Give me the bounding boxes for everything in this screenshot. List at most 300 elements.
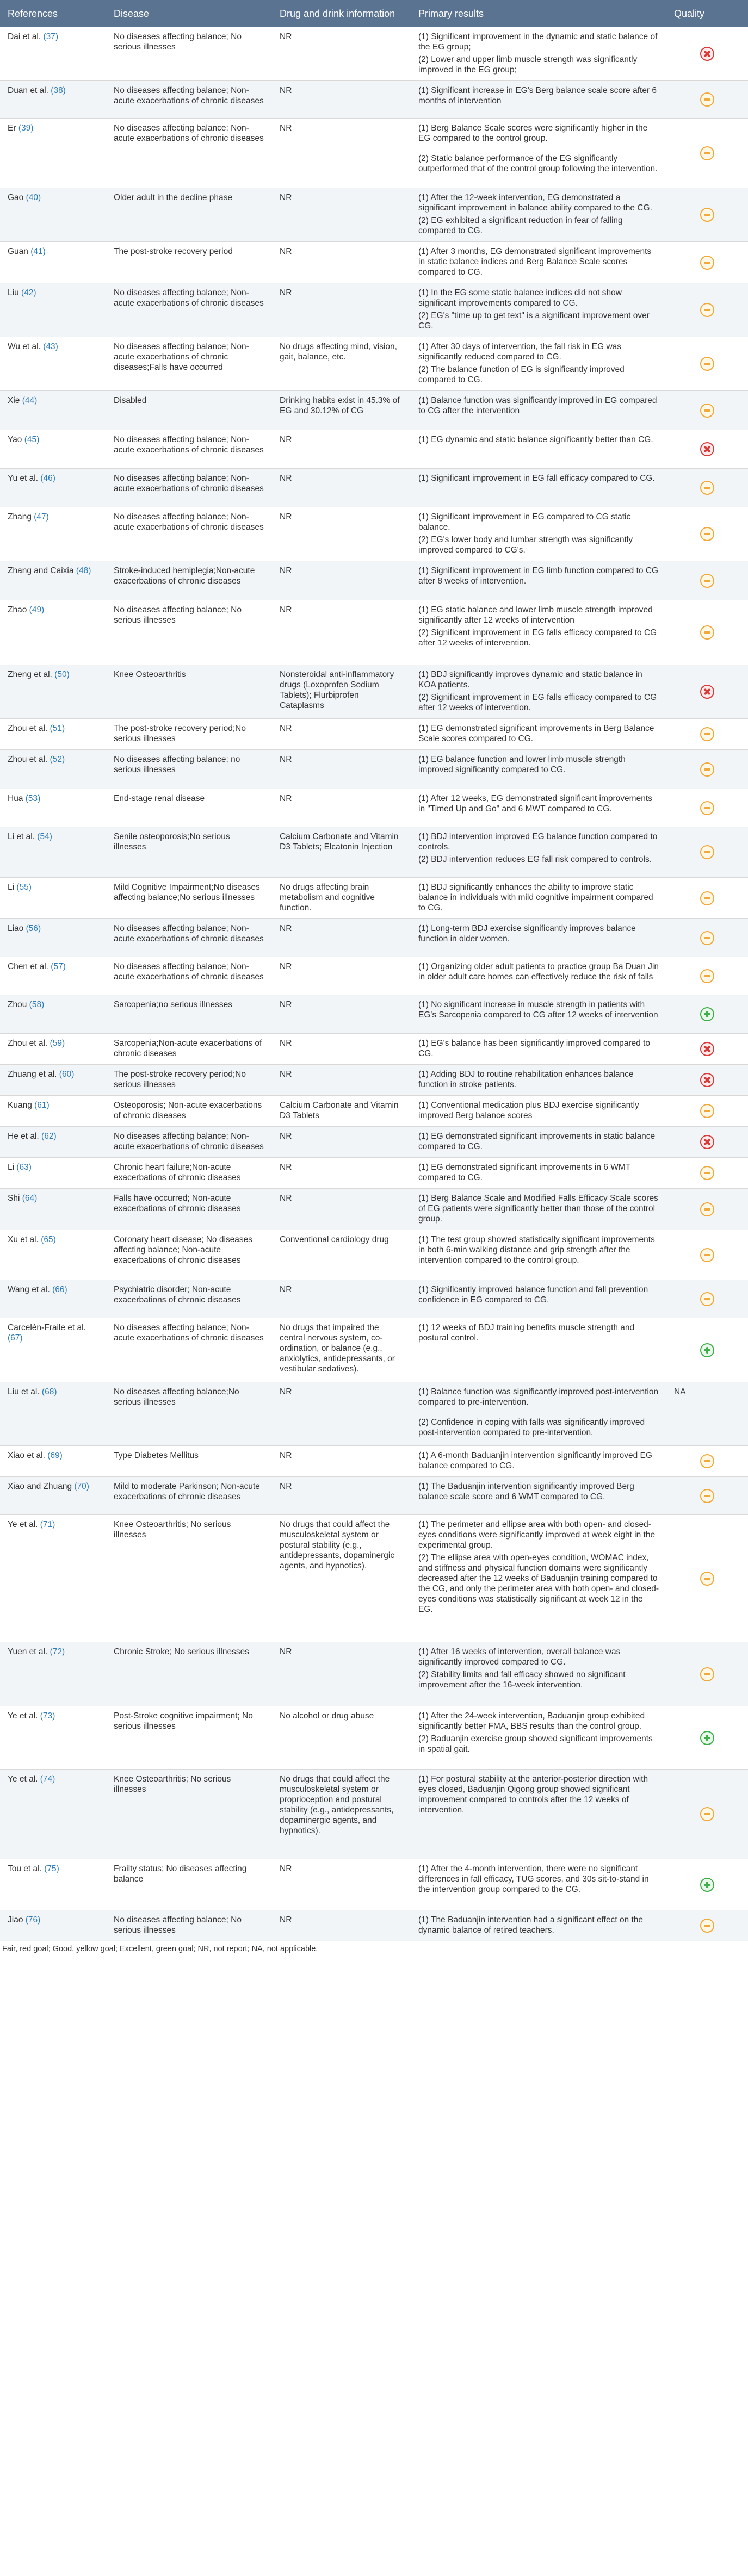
reference-cell xyxy=(0,283,106,337)
result-line: (1) BDJ significantly enhances the ability to improve static balance in individuals with mild cognitive impairment compared to CG. xyxy=(418,883,653,913)
yellow-dash-icon xyxy=(700,146,714,160)
yellow-dash-icon xyxy=(700,1489,714,1503)
disease-cell: Frailty status; No diseases affecting balance xyxy=(106,1859,272,1910)
citation-link[interactable]: (45) xyxy=(24,435,40,444)
primary-results-cell xyxy=(411,957,666,995)
result-line: (2) Baduanjin exercise group showed significant improvements in spatial gait. xyxy=(418,1734,653,1754)
reference-name: Dai et al. xyxy=(8,32,41,41)
yellow-dash-icon xyxy=(700,1104,714,1118)
disease-cell: No diseases affecting balance; Non-acute exacerbations of chronic diseases xyxy=(106,507,272,561)
primary-results-cell xyxy=(411,1706,666,1770)
reference-cell xyxy=(0,430,106,469)
disease-cell: No diseases affecting balance; No serious illnesses xyxy=(106,27,272,81)
column-header-drug-info: Drug and drink information xyxy=(272,0,411,27)
yellow-dash-icon xyxy=(700,1807,714,1821)
disease-cell: Chronic heart failure;Non-acute exacerbations of chronic diseases xyxy=(106,1158,272,1189)
primary-results-cell xyxy=(411,507,666,561)
disease-cell: Osteoporosis; Non-acute exacerbations of chronic diseases xyxy=(106,1096,272,1127)
reference-name: Ye et al. xyxy=(8,1774,38,1784)
citation-link[interactable]: (51) xyxy=(50,724,65,733)
result-line: (2) Stability limits and fall efficacy showed no significant improvement after the 16-week intervention. xyxy=(418,1670,626,1690)
red-x-icon xyxy=(700,1042,714,1056)
table-row xyxy=(0,1706,748,1770)
citation-link[interactable]: (52) xyxy=(50,755,65,764)
result-line: (1) EG demonstrated significant improvements in Berg Balance Scale scores compared to CG. xyxy=(418,724,654,743)
disease-cell: Falls have occurred; Non-acute exacerbations of chronic diseases xyxy=(106,1189,272,1230)
table-row xyxy=(0,1096,748,1127)
citation-link[interactable]: (76) xyxy=(25,1915,41,1925)
drug-info-cell: NR xyxy=(272,507,411,561)
drug-info-cell: NR xyxy=(272,1034,411,1065)
reference-name: Chen et al. xyxy=(8,962,48,971)
reference-name: Zhao xyxy=(8,605,27,614)
drug-info-cell: NR xyxy=(272,1065,411,1096)
reference-name: Guan xyxy=(8,247,28,256)
table-row xyxy=(0,430,748,469)
quality-cell xyxy=(666,119,748,188)
table-footnote: Fair, red goal; Good, yellow goal; Excellent, green goal; NR, not report; NA, not applicable. xyxy=(2,1945,318,1953)
citation-link[interactable]: (65) xyxy=(41,1235,56,1244)
reference-name: Liu xyxy=(8,288,19,297)
yellow-dash-icon xyxy=(700,762,714,777)
primary-results-cell xyxy=(411,995,666,1034)
primary-results-cell xyxy=(411,1065,666,1096)
citation-link[interactable]: (39) xyxy=(18,123,34,133)
yellow-dash-icon xyxy=(700,1454,714,1468)
yellow-dash-icon xyxy=(700,208,714,222)
result-line: (1) For postural stability at the anterior-posterior direction with eyes closed, Baduanjin Qigong group showed significant improvement compared to controls after the 12 weeks of intervention. xyxy=(418,1774,648,1815)
reference-cell xyxy=(0,750,106,789)
red-x-icon xyxy=(700,1135,714,1149)
reference-name: Liao xyxy=(8,924,24,933)
primary-results-cell xyxy=(411,27,666,81)
yellow-dash-icon xyxy=(700,1667,714,1681)
citation-link[interactable]: (69) xyxy=(47,1451,63,1460)
green-plus-icon xyxy=(700,1343,714,1357)
primary-results-cell xyxy=(411,1230,666,1280)
disease-cell: Knee Osteoarthritis; No serious illnesses xyxy=(106,1515,272,1642)
citation-link[interactable]: (57) xyxy=(51,962,66,971)
drug-info-cell: Nonsteroidal anti-inflammatory drugs (Loxoprofen Sodium Tablets); Flurbiprofen Cataplasms xyxy=(272,665,411,719)
table-row xyxy=(0,719,748,750)
reference-name: Zhang xyxy=(8,512,32,522)
result-line: (1) Balance function was significantly improved in EG compared to CG after the intervention xyxy=(418,396,657,415)
citation-link[interactable]: (60) xyxy=(59,1070,75,1079)
drug-info-cell: NR xyxy=(272,1280,411,1318)
result-line: (1) A 6-month Baduanjin intervention significantly improved EG balance compared to CG. xyxy=(418,1451,652,1470)
result-line: (1) Significantly improved balance function and fall prevention confidence in EG compared to CG. xyxy=(418,1285,648,1305)
green-plus-icon xyxy=(700,1007,714,1021)
reference-cell xyxy=(0,188,106,242)
primary-results-cell xyxy=(411,119,666,188)
reference-name: Zhou et al. xyxy=(8,755,48,764)
table-row xyxy=(0,391,748,430)
primary-results-cell xyxy=(411,1859,666,1910)
reference-cell xyxy=(0,1127,106,1158)
quality-cell xyxy=(666,430,748,469)
citation-link[interactable]: (48) xyxy=(76,566,91,575)
primary-results-cell xyxy=(411,750,666,789)
reference-name: Shi xyxy=(8,1194,20,1203)
reference-cell xyxy=(0,600,106,665)
drug-info-cell: No alcohol or drug abuse xyxy=(272,1706,411,1770)
citation-link[interactable]: (55) xyxy=(16,883,32,892)
drug-info-cell: NR xyxy=(272,1910,411,1941)
column-header-primary-results: Primary results xyxy=(411,0,666,27)
reference-name: Liu et al. xyxy=(8,1387,40,1396)
reference-name: Kuang xyxy=(8,1101,32,1110)
result-line: (1) EG demonstrated significant improvements in static balance compared to CG. xyxy=(418,1132,656,1151)
result-line: (2) The balance function of EG is significantly improved compared to CG. xyxy=(418,365,625,384)
table-row xyxy=(0,1318,748,1382)
disease-cell: The post-stroke recovery period;No serious illnesses xyxy=(106,719,272,750)
table-row xyxy=(0,27,748,81)
citation-link[interactable]: (53) xyxy=(25,794,41,803)
drug-info-cell: NR xyxy=(272,283,411,337)
result-line: (1) The perimeter and ellipse area with both open- and closed-eyes conditions were significantly improved at week eight in the experimental group. xyxy=(418,1520,656,1550)
table-row xyxy=(0,337,748,391)
drug-info-cell: NR xyxy=(272,1859,411,1910)
quality-cell xyxy=(666,789,748,827)
citation-link[interactable]: (50) xyxy=(54,670,70,679)
primary-results-cell xyxy=(411,391,666,430)
primary-results-cell xyxy=(411,1318,666,1382)
result-line: (1) Significant improvement in EG limb function compared to CG after 8 weeks of intervention. xyxy=(418,566,659,586)
result-line: (1) The test group showed statistically significant improvements in both 6-min walking distance and grip strength after the intervention compared to the control group. xyxy=(418,1235,655,1265)
reference-name: Yao xyxy=(8,435,22,444)
quality-cell xyxy=(666,188,748,242)
reference-cell xyxy=(0,827,106,878)
result-line: (1) BDJ intervention improved EG balance function compared to controls. xyxy=(418,832,658,852)
primary-results-cell xyxy=(411,1910,666,1941)
citation-link[interactable]: (42) xyxy=(21,288,36,297)
quality-cell xyxy=(666,665,748,719)
primary-results-cell xyxy=(411,1158,666,1189)
result-line: (1) EG static balance and lower limb muscle strength improved significantly after 12 weeks of intervention xyxy=(418,605,653,625)
result-line: (1) Significant improvement in EG compared to CG static balance. xyxy=(418,512,631,532)
result-line: (1) Long-term BDJ exercise significantly improves balance function in older women. xyxy=(418,924,636,944)
quality-cell xyxy=(666,878,748,919)
result-line: (2) Lower and upper limb muscle strength was significantly improved in the EG group; xyxy=(418,55,638,75)
primary-results-cell xyxy=(411,919,666,957)
drug-info-cell: NR xyxy=(272,919,411,957)
table-row xyxy=(0,1230,748,1280)
citation-link[interactable]: (41) xyxy=(30,247,46,256)
disease-cell: No diseases affecting balance;No serious illnesses xyxy=(106,1382,272,1446)
result-line: (2) Significant improvement in EG falls efficacy compared to CG after 12 weeks of intervention. xyxy=(418,693,657,712)
quality-cell xyxy=(666,1446,748,1477)
reference-name: Zhang and Caixia xyxy=(8,566,74,575)
primary-results-cell xyxy=(411,1189,666,1230)
table-row xyxy=(0,750,748,789)
result-line: (2) BDJ intervention reduces EG fall risk compared to controls. xyxy=(418,855,652,864)
table-row xyxy=(0,827,748,878)
disease-cell: Chronic Stroke; No serious illnesses xyxy=(106,1642,272,1706)
citation-link[interactable]: (43) xyxy=(43,342,58,351)
disease-cell: No diseases affecting balance; Non-acute exacerbations of chronic diseases xyxy=(106,957,272,995)
disease-cell: No diseases affecting balance; Non-acute exacerbations of chronic diseases xyxy=(106,1127,272,1158)
reference-name: Carcelén-Fraile et al. xyxy=(8,1323,86,1332)
primary-results-cell xyxy=(411,1515,666,1642)
quality-cell xyxy=(666,1706,748,1770)
citation-link[interactable]: (71) xyxy=(40,1520,55,1529)
drug-info-cell: NR xyxy=(272,1446,411,1477)
table-row xyxy=(0,1065,748,1096)
primary-results-cell xyxy=(411,1382,666,1446)
disease-cell: Type Diabetes Mellitus xyxy=(106,1446,272,1477)
table-row xyxy=(0,789,748,827)
result-line: (1) EG demonstrated significant improvements in 6 WMT compared to CG. xyxy=(418,1163,630,1182)
reference-name: Zhou et al. xyxy=(8,1039,48,1048)
drug-info-cell: No drugs that could affect the musculoskeletal system or postural stability (e.g., antidepressants, dopaminergic agents, and hypnotics). xyxy=(272,1515,411,1642)
disease-cell: Disabled xyxy=(106,391,272,430)
quality-cell xyxy=(666,957,748,995)
result-line: (1) The Baduanjin intervention significantly improved Berg balance scale score and 6 WMT compared to CG. xyxy=(418,1482,634,1501)
quality-cell xyxy=(666,1642,748,1706)
quality-cell xyxy=(666,283,748,337)
table-row xyxy=(0,1382,748,1446)
citation-link[interactable]: (38) xyxy=(51,86,66,95)
result-line: (1) After 30 days of intervention, the fall risk in EG was significantly reduced compared to CG. xyxy=(418,342,622,362)
quality-cell xyxy=(666,1910,748,1941)
drug-info-cell: NR xyxy=(272,430,411,469)
primary-results-cell xyxy=(411,242,666,283)
quality-cell xyxy=(666,919,748,957)
reference-name: He et al. xyxy=(8,1132,39,1141)
quality-cell xyxy=(666,750,748,789)
result-line: (1) Berg Balance Scale and Modified Falls Efficacy Scale scores of EG patients were significantly better than those of the control group. xyxy=(418,1194,658,1224)
primary-results-cell xyxy=(411,430,666,469)
citation-link[interactable]: (47) xyxy=(34,512,49,522)
disease-cell: The post-stroke recovery period xyxy=(106,242,272,283)
reference-name: Hua xyxy=(8,794,23,803)
quality-cell xyxy=(666,1065,748,1096)
quality-cell xyxy=(666,1318,748,1382)
result-line: (1) After 3 months, EG demonstrated significant improvements in static balance indices and Berg Balance Scale scores compared to CG. xyxy=(418,247,652,277)
disease-cell: No diseases affecting balance; No serious illnesses xyxy=(106,1910,272,1941)
citation-link[interactable]: (59) xyxy=(50,1039,65,1048)
reference-name: Ye et al. xyxy=(8,1520,38,1529)
reference-name: Er xyxy=(8,123,16,133)
drug-info-cell: NR xyxy=(272,719,411,750)
quality-cell xyxy=(666,391,748,430)
result-line: (1) EG balance function and lower limb muscle strength improved significantly compared to CG. xyxy=(418,755,626,774)
disease-cell: Older adult in the decline phase xyxy=(106,188,272,242)
drug-info-cell: NR xyxy=(272,1382,411,1446)
citation-link[interactable]: (70) xyxy=(74,1482,89,1491)
reference-name: Zhou xyxy=(8,1000,27,1009)
reference-cell xyxy=(0,119,106,188)
result-line: (1) After 16 weeks of intervention, overall balance was significantly improved compared to CG. xyxy=(418,1647,621,1667)
reference-name: Xiao and Zhuang xyxy=(8,1482,72,1491)
primary-results-cell xyxy=(411,1034,666,1065)
quality-cell xyxy=(666,1189,748,1230)
citation-link[interactable]: (72) xyxy=(50,1647,65,1656)
yellow-dash-icon xyxy=(700,931,714,945)
green-plus-icon xyxy=(700,1731,714,1745)
table-row xyxy=(0,1189,748,1230)
yellow-dash-icon xyxy=(700,357,714,371)
reference-cell xyxy=(0,919,106,957)
citation-link[interactable]: (62) xyxy=(41,1132,57,1141)
drug-info-cell: NR xyxy=(272,1189,411,1230)
disease-cell: Sarcopenia;no serious illnesses xyxy=(106,995,272,1034)
red-x-icon xyxy=(700,685,714,699)
citation-link[interactable]: (56) xyxy=(26,924,41,933)
quality-cell xyxy=(666,27,748,81)
reference-cell xyxy=(0,957,106,995)
reference-cell xyxy=(0,1382,106,1446)
quality-cell xyxy=(666,719,748,750)
citation-link[interactable]: (49) xyxy=(29,605,45,614)
column-header-quality: Quality xyxy=(666,0,748,27)
reference-name: Wu et al. xyxy=(8,342,41,351)
citation-link[interactable]: (44) xyxy=(22,396,38,405)
reference-cell xyxy=(0,1859,106,1910)
primary-results-cell xyxy=(411,1770,666,1859)
drug-info-cell: Conventional cardiology drug xyxy=(272,1230,411,1280)
table-row xyxy=(0,1158,748,1189)
disease-cell: Knee Osteoarthritis; No serious illnesses xyxy=(106,1770,272,1859)
quality-cell xyxy=(666,81,748,119)
table-row xyxy=(0,119,748,188)
quality-cell xyxy=(666,1477,748,1515)
primary-results-cell xyxy=(411,469,666,507)
disease-cell: No diseases affecting balance; Non-acute exacerbations of chronic diseases xyxy=(106,1318,272,1382)
primary-results-cell xyxy=(411,188,666,242)
disease-cell: Stroke-induced hemiplegia;Non-acute exacerbations of chronic diseases xyxy=(106,561,272,600)
disease-cell: No diseases affecting balance; Non-acute exacerbations of chronic diseases xyxy=(106,469,272,507)
yellow-dash-icon xyxy=(700,1572,714,1586)
citation-link[interactable]: (74) xyxy=(40,1774,55,1784)
green-plus-icon xyxy=(700,1878,714,1892)
column-header-disease: Disease xyxy=(106,0,272,27)
reference-name: Li xyxy=(8,1163,15,1172)
yellow-dash-icon xyxy=(700,1202,714,1216)
citation-link[interactable]: (46) xyxy=(40,474,55,483)
primary-results-cell xyxy=(411,283,666,337)
quality-cell xyxy=(666,1096,748,1127)
table-row xyxy=(0,919,748,957)
reference-cell xyxy=(0,1477,106,1515)
table-row xyxy=(0,81,748,119)
result-line: (1) EG's balance has been significantly improved compared to CG. xyxy=(418,1039,650,1058)
table-row xyxy=(0,1515,748,1642)
citation-link[interactable]: (61) xyxy=(34,1101,50,1110)
table-row xyxy=(0,995,748,1034)
reference-name: Zhuang et al. xyxy=(8,1070,57,1079)
yellow-dash-icon xyxy=(700,1248,714,1262)
citation-link[interactable]: (66) xyxy=(52,1285,67,1294)
result-line: (1) After the 4-month intervention, there were no significant differences in fall efficacy, TUG scores, and 30s sit-to-stand in the intervention group compared to the CG. xyxy=(418,1864,649,1894)
table-body xyxy=(0,27,748,1941)
reference-name: Zhou et al. xyxy=(8,724,48,733)
result-line: (1) BDJ significantly improves dynamic and static balance in KOA patients. xyxy=(418,670,642,690)
primary-results-cell xyxy=(411,600,666,665)
primary-results-cell xyxy=(411,1446,666,1477)
reference-name: Wang et al. xyxy=(8,1285,50,1294)
reference-cell xyxy=(0,1280,106,1318)
citation-link[interactable]: (63) xyxy=(16,1163,32,1172)
disease-cell: Senile osteoporosis;No serious illnesses xyxy=(106,827,272,878)
reference-name: Li et al. xyxy=(8,832,35,841)
quality-cell xyxy=(666,1515,748,1642)
citation-link[interactable]: (58) xyxy=(29,1000,45,1009)
reference-cell xyxy=(0,1230,106,1280)
drug-info-cell: Calcium Carbonate and Vitamin D3 Tablets; Elcatonin Injection xyxy=(272,827,411,878)
result-line: (1) Significant improvement in EG fall efficacy compared to CG. xyxy=(418,474,655,483)
citation-link[interactable]: (54) xyxy=(37,832,52,841)
reference-cell xyxy=(0,1446,106,1477)
disease-cell: Psychiatric disorder; Non-acute exacerbations of chronic diseases xyxy=(106,1280,272,1318)
yellow-dash-icon xyxy=(700,303,714,317)
reference-name: Duan et al. xyxy=(8,86,48,95)
reference-cell xyxy=(0,665,106,719)
drug-info-cell: NR xyxy=(272,750,411,789)
yellow-dash-icon xyxy=(700,92,714,107)
quality-cell xyxy=(666,995,748,1034)
drug-info-cell: Drinking habits exist in 45.3% of EG and 30.12% of CG xyxy=(272,391,411,430)
quality-cell xyxy=(666,1382,748,1446)
citation-link[interactable]: (73) xyxy=(40,1711,55,1721)
primary-results-cell xyxy=(411,1096,666,1127)
disease-cell: No diseases affecting balance; Non-acute exacerbations of chronic diseases xyxy=(106,81,272,119)
result-line: (2) The ellipse area with open-eyes condition, WOMAC index, and stiffness and physical function domains were significantly decreased after the 12 weeks of Baduanjin training compared to the CG, and only the perimeter area with both open- and closed-eyes conditions was statistically significant at week 12 in the EG. xyxy=(418,1553,659,1614)
drug-info-cell: NR xyxy=(272,1642,411,1706)
yellow-dash-icon xyxy=(700,969,714,983)
result-line: (2) EG's "time up to get text" is a significant improvement over CG. xyxy=(418,311,650,331)
reference-cell xyxy=(0,789,106,827)
result-line: (1) The Baduanjin intervention had a significant effect on the dynamic balance of retired teachers. xyxy=(418,1915,644,1935)
drug-info-cell: No drugs that impaired the central nervous system, co-ordination, or balance (e.g., anxiolytics, antidepressants, or vestibular sedatives). xyxy=(272,1318,411,1382)
yellow-dash-icon xyxy=(700,845,714,859)
result-line: (1) Berg Balance Scale scores were significantly higher in the EG compared to the control group. xyxy=(418,123,648,143)
reference-cell xyxy=(0,1189,106,1230)
yellow-dash-icon xyxy=(700,1919,714,1933)
primary-results-cell xyxy=(411,719,666,750)
reference-cell xyxy=(0,1096,106,1127)
red-x-icon xyxy=(700,442,714,456)
table-row xyxy=(0,1280,748,1318)
citation-link[interactable]: (40) xyxy=(26,193,41,202)
citation-link[interactable]: (37) xyxy=(43,32,59,41)
reference-cell xyxy=(0,561,106,600)
drug-info-cell: NR xyxy=(272,27,411,81)
result-line: (2) EG's lower body and lumbar strength was significantly improved compared to CG's. xyxy=(418,535,633,555)
citation-link[interactable]: (75) xyxy=(44,1864,59,1873)
drug-info-cell: NR xyxy=(272,188,411,242)
quality-cell xyxy=(666,600,748,665)
disease-cell: No diseases affecting balance; No serious illnesses xyxy=(106,600,272,665)
citation-link[interactable]: (68) xyxy=(41,1387,57,1396)
result-line: (1) Conventional medication plus BDJ exercise significantly improved Berg balance scores xyxy=(418,1101,639,1120)
yellow-dash-icon xyxy=(700,527,714,541)
citation-link[interactable]: (67) xyxy=(8,1333,23,1343)
citation-link[interactable]: (64) xyxy=(22,1194,38,1203)
drug-info-cell: NR xyxy=(272,469,411,507)
drug-info-cell: NR xyxy=(272,561,411,600)
quality-cell xyxy=(666,1158,748,1189)
quality-cell xyxy=(666,1230,748,1280)
result-line: (1) Organizing older adult patients to practice group Ba Duan Jin in older adult care homes can effectively reduce the risk of falls xyxy=(418,962,659,982)
drug-info-cell: NR xyxy=(272,1127,411,1158)
drug-info-cell: No drugs that could affect the musculoskeletal system or proprioception and postural stability (e.g., antidepressants, dopaminergic agents, and hypnotics). xyxy=(272,1770,411,1859)
table-row xyxy=(0,561,748,600)
yellow-dash-icon xyxy=(700,256,714,270)
quality-na-text: NA xyxy=(674,1387,686,1396)
drug-info-cell: NR xyxy=(272,995,411,1034)
reference-name: Li xyxy=(8,883,15,892)
